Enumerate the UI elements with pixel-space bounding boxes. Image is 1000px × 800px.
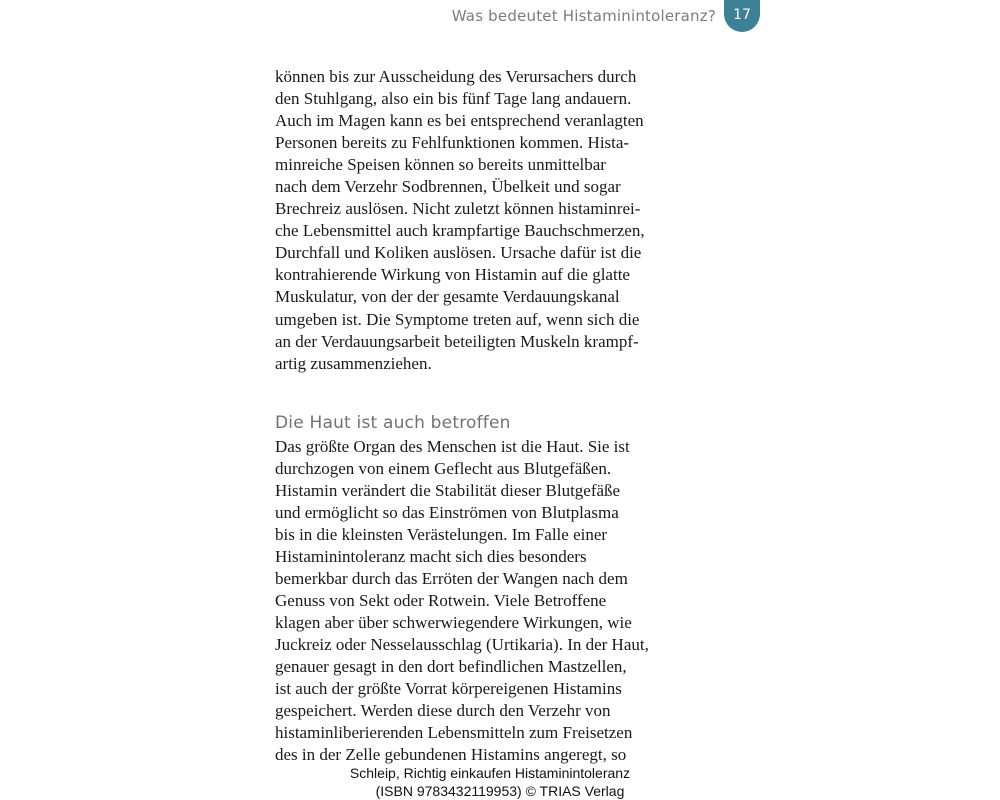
text-line: artig zusammenziehen.: [275, 353, 432, 373]
text-line: Genuss von Sekt oder Rotwein. Viele Betroffene: [275, 590, 607, 610]
imprint-footer: [0, 764, 1000, 800]
text-line: Histamin verändert die Stabilität dieser Blutgefäße: [275, 480, 621, 500]
text-line: Brechreiz auslösen. Nicht zuletzt können histaminrei-: [275, 199, 641, 219]
text-line: genauer gesagt in den dort befindlichen Mastzellen,: [275, 657, 627, 677]
text-line: klagen aber über schwerwiegendere Wirkungen, wie: [275, 613, 632, 633]
text-line: bis in die kleinsten Verästelungen. Im Falle einer: [275, 524, 608, 544]
text-line: histaminliberierenden Lebensmitteln zum Freisetzen: [275, 723, 633, 743]
text-line: gespeichert. Werden diese durch den Verzehr von: [275, 701, 611, 721]
page-number-badge: 17: [724, 0, 760, 32]
text-line: che Lebensmittel auch krampfartige Bauchschmerzen,: [275, 221, 645, 241]
text-line: den Stuhlgang, also ein bis fünf Tage lang andauern.: [275, 89, 632, 109]
text-line: durchzogen von einem Geflecht aus Blutgefäßen.: [275, 458, 612, 478]
paragraph-digestion: [275, 66, 695, 375]
text-line: nach dem Verzehr Sodbrennen, Übelkeit und sogar: [275, 177, 621, 197]
text-column: [275, 66, 695, 766]
text-line: Personen bereits zu Fehlfunktionen kommen. Hista-: [275, 133, 630, 153]
imprint-isbn: (ISBN 9783432119953) © TRIAS Verlag: [375, 783, 625, 799]
text-line: minreiche Speisen können so bereits unmittelbar: [275, 155, 606, 175]
section-heading: Die Haut ist auch betroffen: [275, 412, 511, 433]
text-line: Durchfall und Koliken auslösen. Ursache dafür ist die: [275, 243, 642, 263]
text-line: Das größte Organ des Menschen ist die Haut. Sie ist: [275, 436, 630, 456]
text-line: des in der Zelle gebundenen Histamins angeregt, so: [275, 745, 627, 765]
text-line: Muskulatur, von der der gesamte Verdauungskanal: [275, 287, 620, 307]
text-line: Juckreiz oder Nesselausschlag (Urtikaria). In der Haut,: [275, 635, 649, 655]
text-line: können bis zur Ausscheidung des Verursachers durch: [275, 67, 637, 86]
text-line: umgeben ist. Die Symptome treten auf, wenn sich die: [275, 309, 640, 329]
paragraph-skin: [275, 436, 695, 767]
text-line: und ermöglicht so das Einströmen von Blutplasma: [275, 502, 619, 522]
text-line: Auch im Magen kann es bei entsprechend veranlagten: [275, 111, 644, 131]
running-header: [451, 0, 751, 33]
running-title: Was bedeutet Histaminintoleranz?: [451, 6, 716, 25]
text-line: Histaminintoleranz macht sich dies besonders: [275, 546, 587, 566]
imprint-book-title: Schleip, Richtig einkaufen Histaminintoleranz: [349, 765, 631, 781]
text-line: kontrahierende Wirkung von Histamin auf die glatte: [275, 265, 630, 285]
text-line: bemerkbar durch das Erröten der Wangen nach dem: [275, 568, 628, 588]
text-line: an der Verdauungsarbeit beteiligten Muskeln krampf-: [275, 331, 639, 351]
text-line: ist auch der größte Vorrat körpereigenen Histamins: [275, 679, 622, 699]
